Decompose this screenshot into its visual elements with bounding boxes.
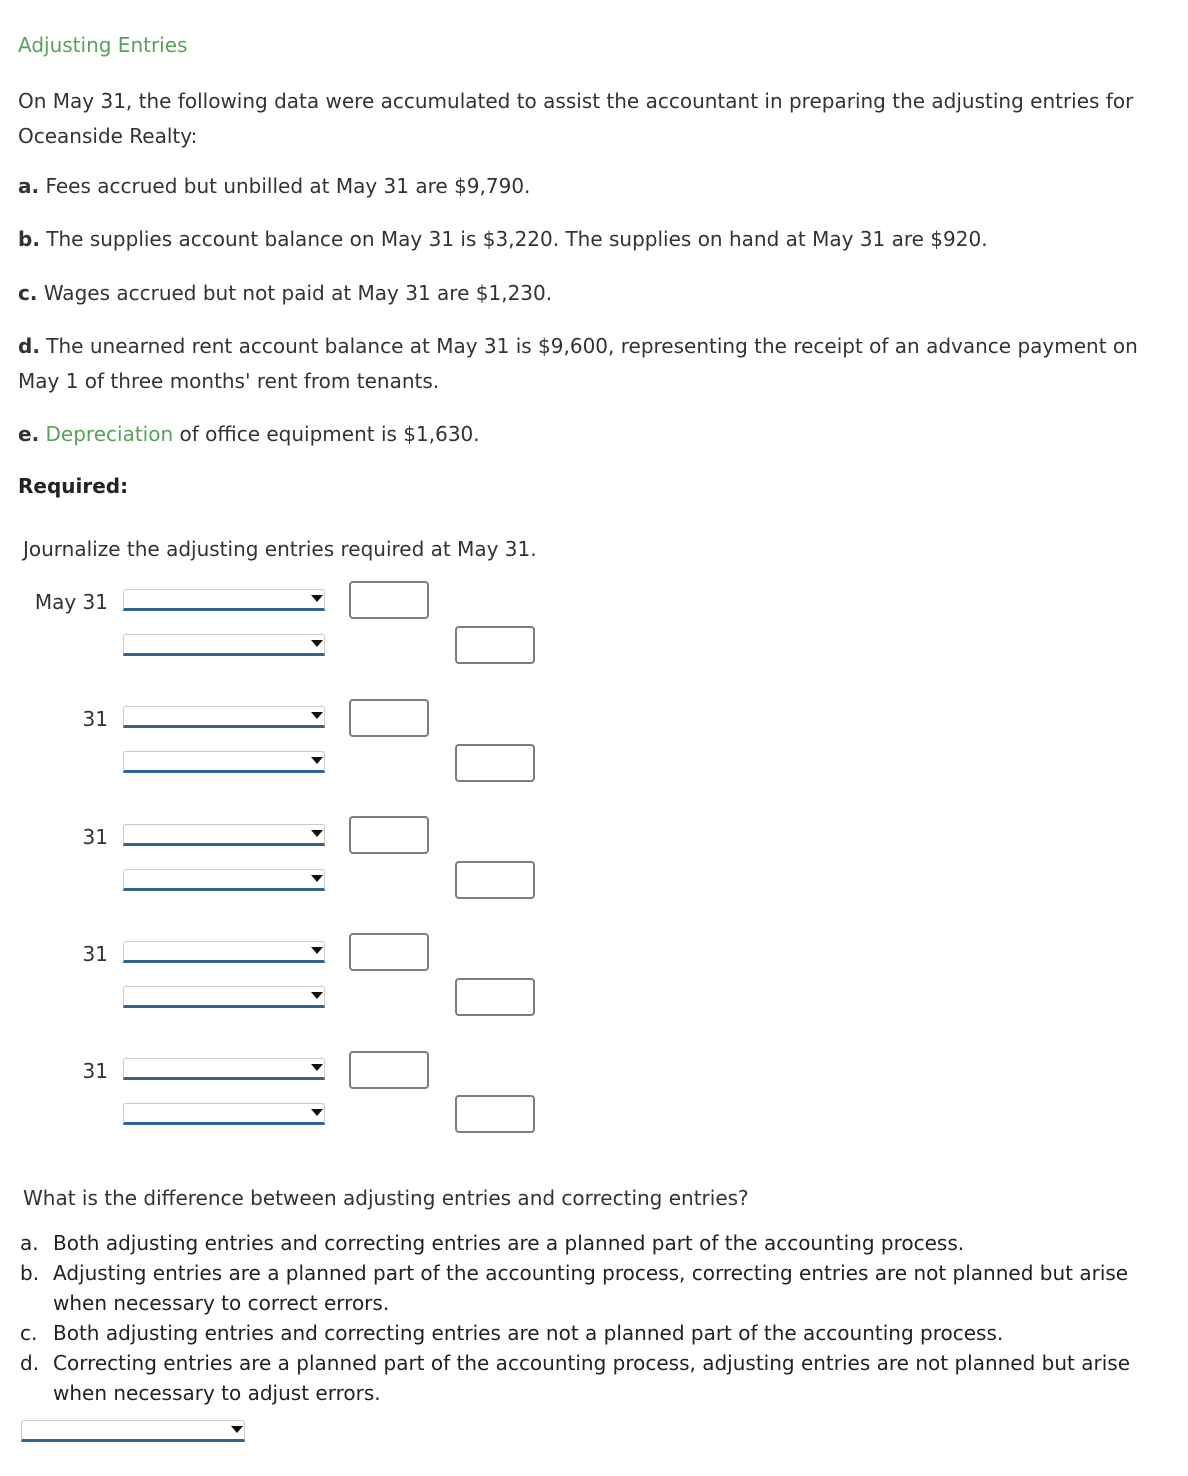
entry-date: 31 — [82, 825, 108, 849]
instruction-text: Journalize the adjusting entries required at May 31. — [23, 537, 537, 561]
credit-input[interactable] — [455, 744, 535, 782]
item-label: c. — [18, 281, 38, 305]
choice-c — [20, 1318, 1160, 1348]
entry-date: May 31 — [34, 590, 108, 614]
choice-label: a. — [20, 1231, 39, 1255]
item-label: a. — [18, 174, 40, 198]
dropdown-arrow-icon — [311, 992, 323, 999]
choice-label: b. — [20, 1261, 40, 1285]
credit-input[interactable] — [455, 626, 535, 664]
choice-a — [20, 1228, 1160, 1258]
question-text: What is the difference between adjusting entries and correcting entries? — [23, 1186, 749, 1210]
item-label: d. — [18, 334, 40, 358]
intro-text: On May 31, the following data were accumulated to assist the accountant in preparing the adjusting entries for Oceanside Realty: — [18, 89, 1134, 148]
choice-text: Both adjusting entries and correcting entries are not a planned part of the accounting process. — [53, 1321, 1004, 1345]
credit-input[interactable] — [455, 978, 535, 1016]
entry-date: 31 — [82, 1059, 108, 1083]
item-label: e. — [18, 422, 40, 446]
item-e — [18, 417, 1168, 452]
answer-dropdown[interactable] — [21, 1420, 245, 1442]
item-text: Fees accrued but unbilled at May 31 are $9,790. — [45, 174, 531, 198]
debit-input[interactable] — [349, 1051, 429, 1089]
debit-input[interactable] — [349, 581, 429, 619]
dropdown-arrow-icon — [311, 640, 323, 647]
choice-text: Both adjusting entries and correcting entries are a planned part of the accounting process. — [53, 1231, 965, 1255]
dropdown-arrow-icon — [231, 1426, 243, 1433]
item-text: The supplies account balance on May 31 is $3,220. The supplies on hand at May 31 are $920. — [46, 227, 988, 251]
item-label: b. — [18, 227, 40, 251]
account-dropdown[interactable] — [123, 1058, 325, 1080]
debit-input[interactable] — [349, 933, 429, 971]
choice-d — [20, 1348, 1160, 1408]
dropdown-arrow-icon — [311, 875, 323, 882]
account-dropdown[interactable] — [123, 941, 325, 963]
item-b — [18, 222, 1168, 257]
item-d — [18, 329, 1168, 399]
debit-input[interactable] — [349, 699, 429, 737]
account-dropdown[interactable] — [123, 706, 325, 728]
entry-date: 31 — [82, 942, 108, 966]
depreciation-link[interactable]: Depreciation — [45, 422, 174, 446]
credit-input[interactable] — [455, 1095, 535, 1133]
dropdown-arrow-icon — [311, 947, 323, 954]
choice-text: Adjusting entries are a planned part of the accounting process, correcting entries are not planned but arise when necessary to correct errors. — [53, 1261, 1129, 1315]
choice-b — [20, 1258, 1160, 1318]
choice-text: Correcting entries are a planned part of the accounting process, adjusting entries are not planned but arise when necessary to adjust errors. — [53, 1351, 1130, 1405]
account-dropdown[interactable] — [123, 869, 325, 891]
item-c — [18, 276, 1168, 311]
account-dropdown[interactable] — [123, 634, 325, 656]
account-dropdown[interactable] — [123, 751, 325, 773]
entry-date: 31 — [82, 707, 108, 731]
credit-input[interactable] — [455, 861, 535, 899]
page-title: Adjusting Entries — [18, 33, 188, 57]
choice-label: d. — [20, 1351, 40, 1375]
dropdown-arrow-icon — [311, 595, 323, 602]
dropdown-arrow-icon — [311, 1064, 323, 1071]
account-dropdown[interactable] — [123, 986, 325, 1008]
item-text: Wages accrued but not paid at May 31 are $1,230. — [43, 281, 553, 305]
dropdown-arrow-icon — [311, 1109, 323, 1116]
item-a — [18, 169, 1168, 204]
dropdown-arrow-icon — [311, 712, 323, 719]
debit-input[interactable] — [349, 816, 429, 854]
account-dropdown[interactable] — [123, 589, 325, 611]
item-text: of office equipment is $1,630. — [173, 422, 480, 446]
dropdown-arrow-icon — [311, 757, 323, 764]
choice-label: c. — [20, 1321, 38, 1345]
account-dropdown[interactable] — [123, 824, 325, 846]
required-heading: Required: — [18, 474, 129, 498]
item-text: The unearned rent account balance at May 31 is $9,600, representing the receipt of an advance payment on May 1 of three months' rent from tenants. — [18, 334, 1138, 393]
account-dropdown[interactable] — [123, 1103, 325, 1125]
dropdown-arrow-icon — [311, 830, 323, 837]
